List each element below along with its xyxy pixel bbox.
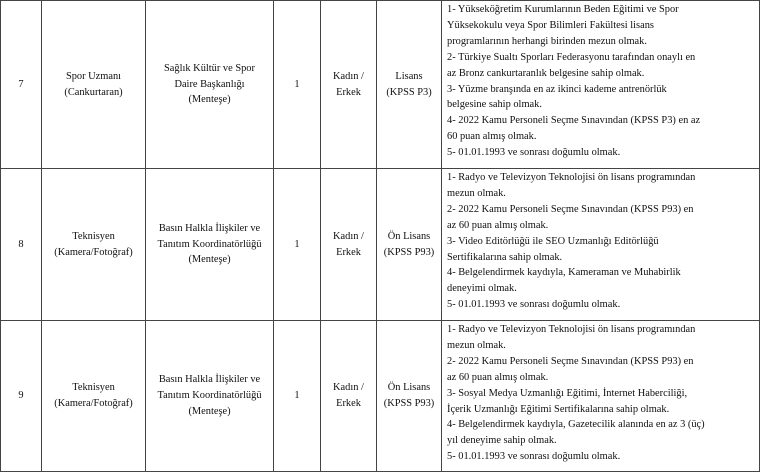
education-line: (KPSS P93) — [383, 246, 435, 258]
title-line: (Cankurtaran) — [64, 86, 123, 98]
department — [146, 321, 274, 472]
requirements-line: 60 puan almış olmak. — [447, 131, 537, 143]
unit-line: Sağlık Kültür ve Spor — [164, 62, 255, 74]
requirements-line: az 60 puan almış olmak. — [447, 371, 549, 383]
requirements-line: mezun olmak. — [447, 187, 506, 199]
requirements-line: 4- Belgelendirmek kaydıyla, Gazetecilik alanında en az 3 (üç) — [447, 419, 705, 431]
gender-line: Erkek — [336, 86, 361, 98]
position-title — [42, 1, 146, 169]
title-line: (Kamera/Fotoğraf) — [54, 398, 133, 409]
requirements-line: 1- Radyo ve Televizyon Teknolojisi ön lisans programından — [447, 324, 696, 335]
position-title — [42, 169, 146, 321]
unit-line: Basın Halkla İlişkiler ve — [158, 222, 261, 234]
gender-line: Kadın / — [333, 70, 364, 82]
requirements — [442, 1, 760, 169]
education-line: Lisans — [395, 70, 423, 82]
education-level — [377, 1, 442, 169]
gender — [321, 321, 377, 472]
gender — [321, 169, 377, 321]
requirements-line: İçerik Uzmanlığı Eğitimi Sertifikalarına sahip olmak. — [447, 403, 670, 415]
requirements-line: 3- Yüzme branşında en az ikinci kademe antrenörlük — [447, 83, 667, 95]
unit-line: Basın Halkla İlişkiler ve — [158, 374, 261, 386]
gender-line: Erkek — [336, 398, 361, 409]
position-count: 1 — [274, 321, 321, 472]
requirements-line: 1- Yükseköğretim Kurumlarının Beden Eğitimi ve Spor — [447, 4, 679, 15]
gender-line: Erkek — [336, 246, 361, 258]
requirements-line: 5- 01.01.1993 ve sonrası doğumlu olmak. — [447, 451, 621, 463]
education-level — [377, 321, 442, 472]
title-line: Spor Uzmanı — [65, 70, 122, 82]
gender-line: Kadın / — [333, 230, 364, 242]
position-title — [42, 321, 146, 472]
requirements-line: az 60 puan almış olmak. — [447, 219, 549, 231]
education-line: Ön Lisans — [387, 382, 431, 394]
title-line: Teknisyen — [72, 230, 115, 242]
requirements-line: 5- 01.01.1993 ve sonrası doğumlu olmak. — [447, 147, 621, 159]
row-number: 9 — [1, 321, 42, 472]
requirements-line: 2- 2022 Kamu Personeli Seçme Sınavından (KPSS P93) en — [447, 203, 694, 215]
requirements-line: 4- Belgelendirmek kaydıyla, Kameraman ve Muhabirlik — [447, 267, 681, 279]
unit-line: (Menteşe) — [188, 254, 231, 266]
education-line: (KPSS P3) — [386, 86, 432, 98]
requirements-line: 2- Türkiye Sualtı Sporları Federasyonu tarafından onaylı en — [447, 51, 696, 63]
education-line: (KPSS P93) — [383, 398, 435, 409]
requirements-line: 4- 2022 Kamu Personeli Seçme Sınavından (KPSS P3) en az — [447, 115, 701, 127]
gender — [321, 1, 377, 169]
requirements-line: 3- Sosyal Medya Uzmanlığı Eğitimi, İnternet Haberciliği, — [447, 387, 688, 399]
requirements-line: programlarının herhangi birinden mezun olmak. — [447, 35, 647, 47]
requirements-line: 2- 2022 Kamu Personeli Seçme Sınavından (KPSS P93) en — [447, 355, 694, 367]
education-level — [377, 169, 442, 321]
row-number: 8 — [1, 169, 42, 321]
requirements-line: yıl deneyime sahip olmak. — [447, 435, 557, 447]
requirements-line: mezun olmak. — [447, 339, 506, 351]
requirements — [442, 169, 760, 321]
title-line: (Kamera/Fotoğraf) — [54, 246, 133, 258]
table-row — [1, 169, 760, 321]
position-count: 1 — [274, 1, 321, 169]
requirements-line: 5- 01.01.1993 ve sonrası doğumlu olmak. — [447, 299, 621, 311]
title-line: Teknisyen — [72, 382, 115, 394]
department — [146, 169, 274, 321]
unit-line: Tanıtım Koordinatörlüğü — [157, 238, 262, 250]
requirements-line: deneyimi olmak. — [447, 283, 517, 295]
requirements — [442, 321, 760, 472]
education-line: Ön Lisans — [387, 230, 431, 242]
unit-line: (Menteşe) — [188, 405, 231, 417]
department — [146, 1, 274, 169]
requirements-line: 3- Video Editörlüğü ile SEO Uzmanlığı Editörlüğü — [447, 235, 659, 247]
requirements-line: az Bronz cankurtaranlık belgesine sahip olmak. — [447, 67, 645, 79]
gender-line: Kadın / — [333, 382, 364, 394]
position-count: 1 — [274, 169, 321, 321]
requirements-line: Yüksekokulu veya Spor Bilimleri Fakültesi lisans — [447, 19, 654, 31]
requirements-line: Sertifikalarına sahip olmak. — [447, 251, 563, 263]
unit-line: Tanıtım Koordinatörlüğü — [157, 390, 262, 402]
requirements-line: belgesine sahip olmak. — [447, 99, 542, 111]
unit-line: Daire Başkanlığı — [174, 78, 245, 90]
requirements-line: 1- Radyo ve Televizyon Teknolojisi ön lisans programından — [447, 172, 696, 183]
unit-line: (Menteşe) — [188, 94, 231, 106]
table-row — [1, 1, 760, 169]
table-row — [1, 321, 760, 472]
row-number: 7 — [1, 1, 42, 169]
